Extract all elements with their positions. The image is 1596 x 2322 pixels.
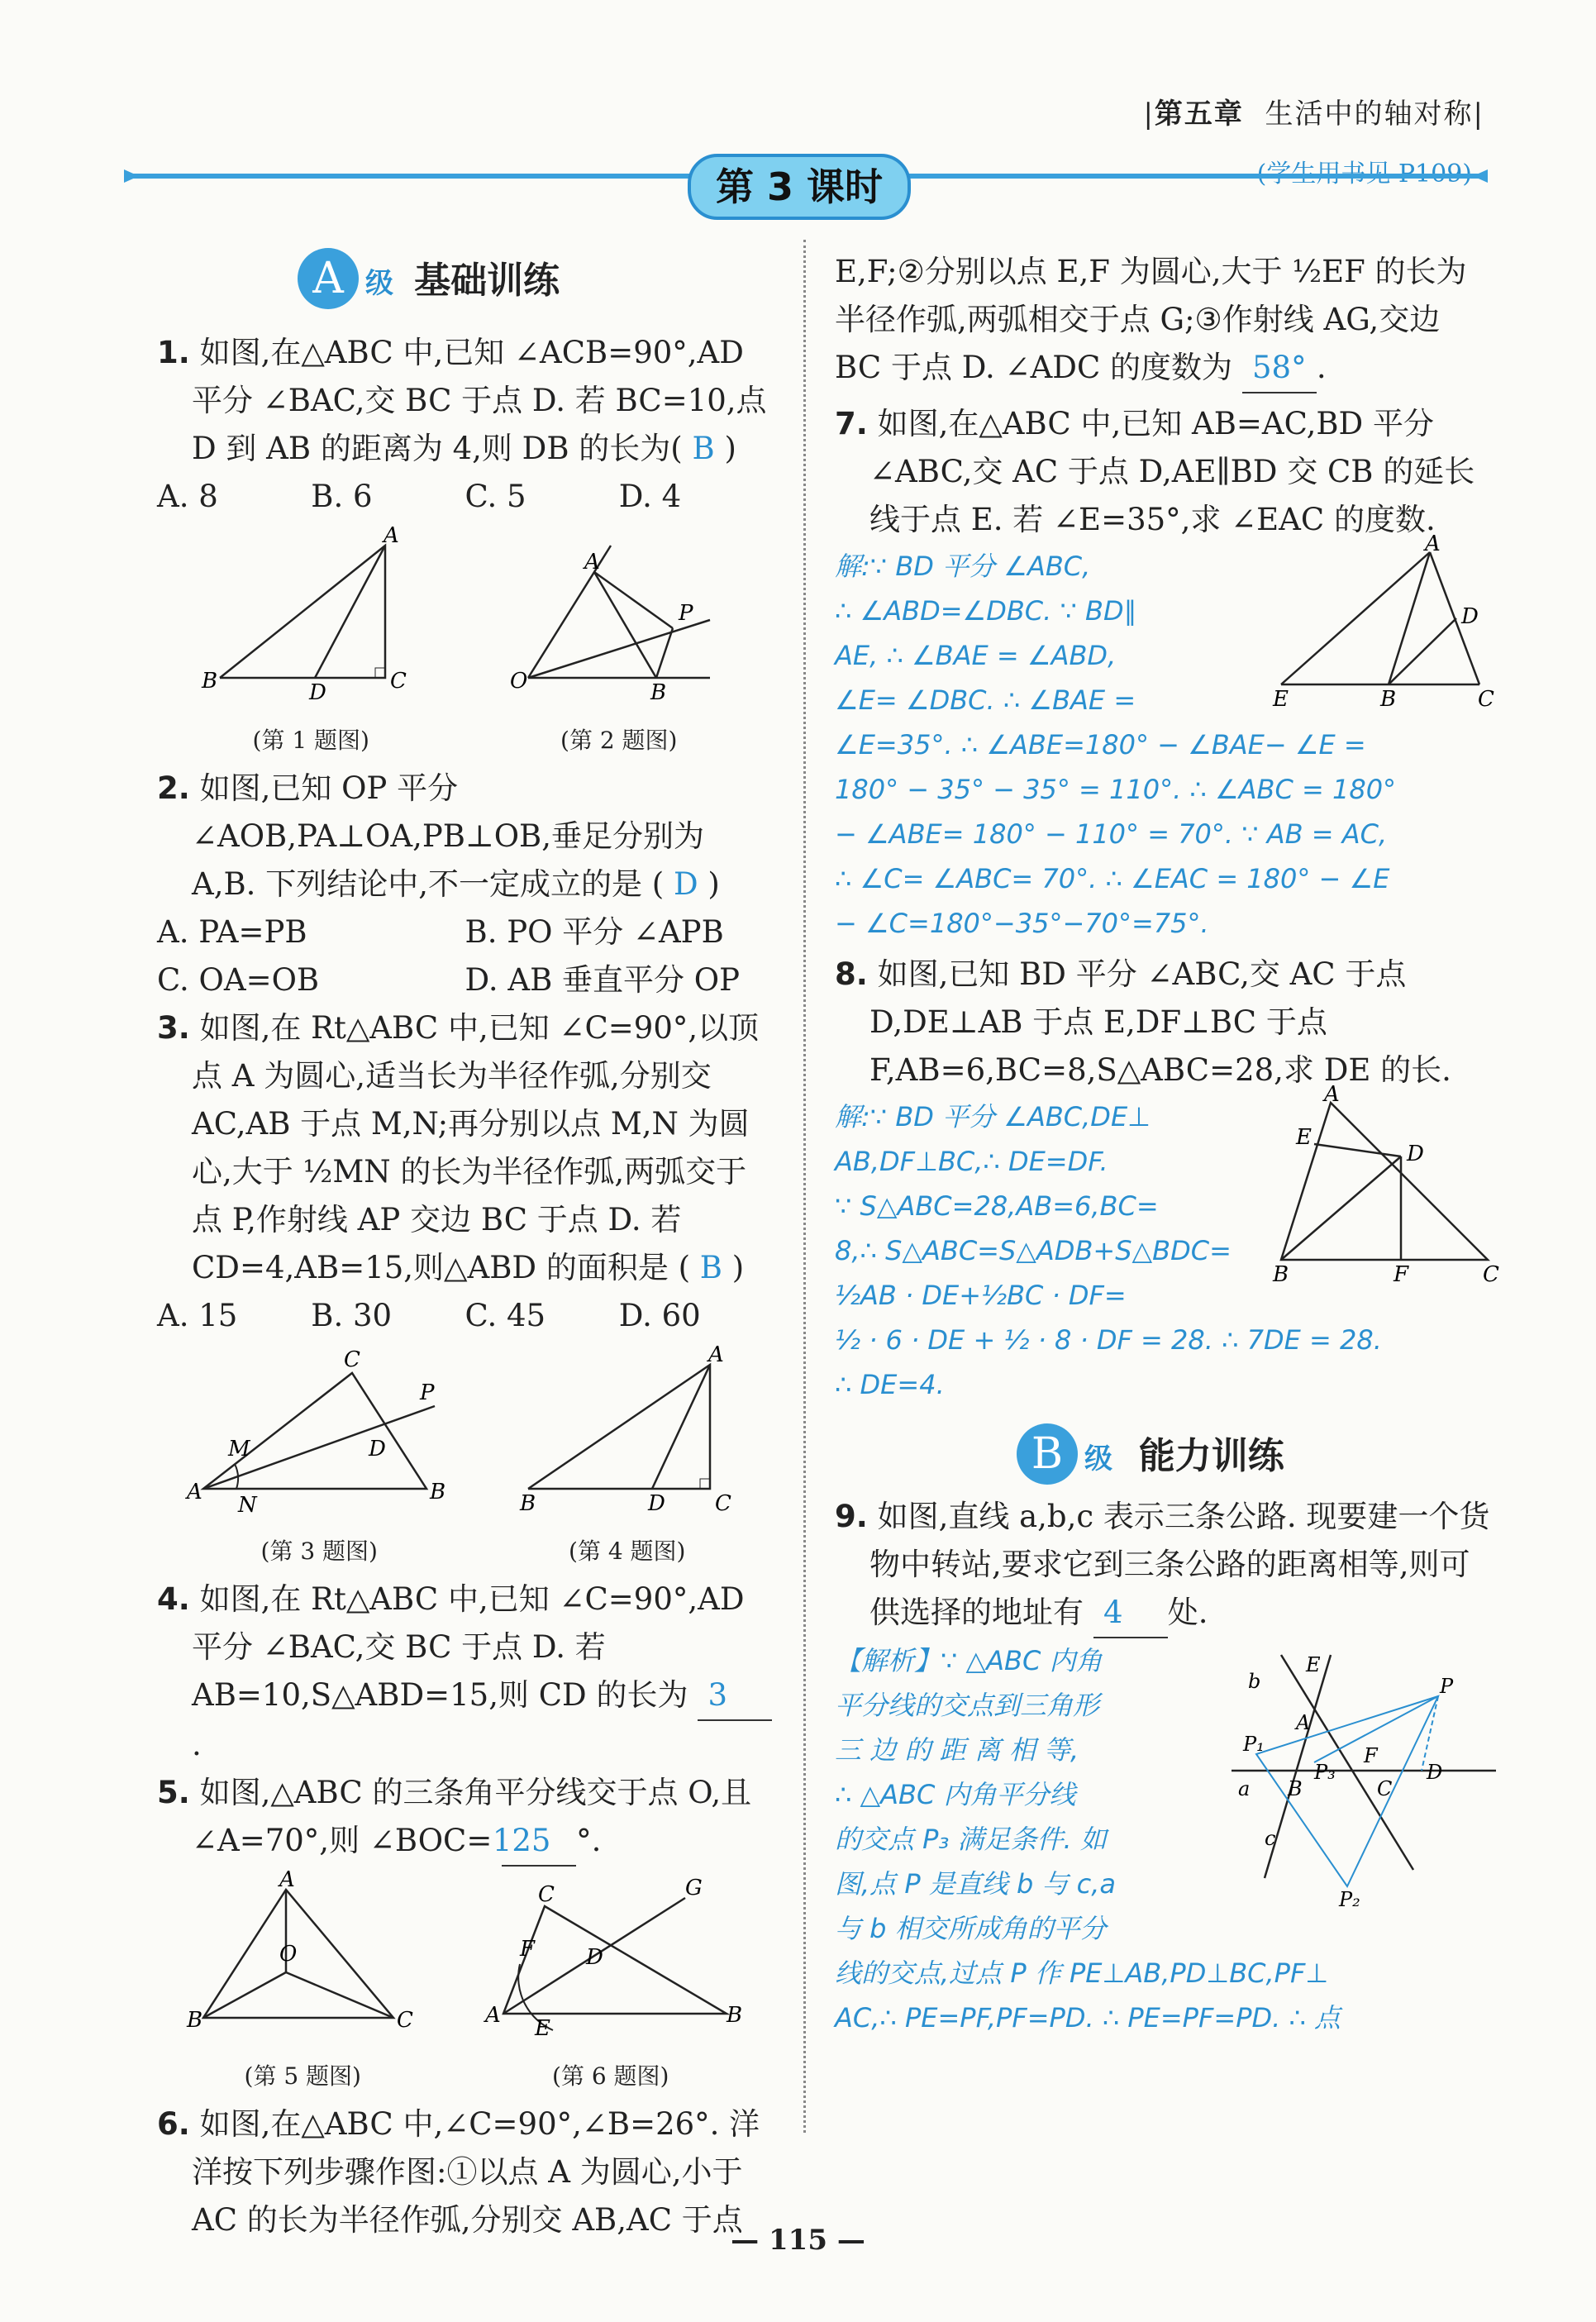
options-2b: C. OA=OB D. AB 垂直平分 OP xyxy=(157,962,741,998)
svg-text:C: C xyxy=(537,1882,555,1907)
section-a-letter: A xyxy=(298,248,359,309)
figure-8-svg xyxy=(1273,1082,1499,1287)
answer-4: 3 xyxy=(698,1671,772,1721)
answer-3: B xyxy=(699,1250,722,1285)
figure-6: C A B F E D G (第 6 题图) xyxy=(479,1873,743,2100)
figure-3: C A B M N D P (第 3 题图) xyxy=(187,1348,451,1576)
right-column xyxy=(835,248,1499,2040)
section-b-title: B 级 能力训练 xyxy=(1017,1423,1496,1485)
options-3: A. 15 B. 30 C. 45 D. 60 xyxy=(157,1298,701,1333)
options-2a: A. PA=PB B. PO 平分 ∠APB xyxy=(157,914,724,950)
svg-text:P: P xyxy=(1440,1675,1454,1698)
svg-text:B: B xyxy=(187,2008,203,2033)
svg-text:M: M xyxy=(228,1437,250,1461)
question-4: 4. 如图,在 Rt△ABC 中,已知 ∠C=90°,AD 平分 ∠BAC,交 BC 于点 D. 若 AB=10,S△ABD=15,则 CD 的长为 3. xyxy=(157,1576,773,1769)
answer-6: 58° xyxy=(1242,344,1317,393)
svg-text:B: B xyxy=(1273,1262,1289,1287)
figure-1: A B C D (第 1 题图) xyxy=(195,529,426,765)
svg-text:B: B xyxy=(1288,1777,1303,1800)
svg-text:B: B xyxy=(650,680,666,705)
section-b-letter: B xyxy=(1017,1423,1078,1485)
svg-text:C: C xyxy=(714,1491,731,1516)
question-2: 2. 如图,已知 OP 平分 ∠AOB,PA⊥OA,PB⊥OB,垂足分别为 A,B. 下列结论中,不一定成立的是 ( D ) xyxy=(157,770,720,902)
figure-3-svg xyxy=(187,1347,451,1518)
svg-text:b: b xyxy=(1248,1670,1261,1693)
svg-text:N: N xyxy=(238,1493,257,1518)
svg-text:P₃: P₃ xyxy=(1314,1761,1336,1784)
svg-text:A: A xyxy=(384,523,400,548)
figure-6-svg xyxy=(479,1873,743,2041)
svg-text:A: A xyxy=(1296,1711,1311,1734)
column-divider xyxy=(803,240,806,2133)
svg-text:A: A xyxy=(1324,1082,1340,1107)
figure-7-svg xyxy=(1273,532,1496,712)
figure-5-svg xyxy=(187,1867,418,2038)
question-6-cont: E,F;②分别以点 E,F 为圆心,大于 ½EF 的长为半径作弧,两弧相交于点 G;③作射线 AG,交边 BC 于点 D. ∠ADC 的度数为 58° . xyxy=(835,248,1496,393)
solution-7-block xyxy=(835,532,1496,946)
svg-text:D: D xyxy=(309,680,327,705)
section-a-heading: 基础训练 xyxy=(414,260,560,302)
svg-text:O: O xyxy=(509,669,528,694)
figure-4: A B C D (第 4 题图) xyxy=(512,1348,743,1576)
svg-text:P: P xyxy=(678,601,693,626)
solution-9-block xyxy=(835,1638,1496,2040)
question-7: 7. 如图,在△ABC 中,已知 AB=AC,BD 平分 ∠ABC,交 AC 于点 D,AE∥BD 交 CB 的延长线于点 E. 若 ∠E=35°,求 ∠EAC 的度数. xyxy=(835,406,1475,537)
solution-8-block xyxy=(835,1082,1499,1407)
figures-3-4 xyxy=(157,1342,773,1576)
svg-text:C: C xyxy=(397,2008,414,2033)
figure-5: A B C O (第 5 题图) xyxy=(187,1873,418,2100)
figure-4-svg xyxy=(512,1342,743,1516)
svg-text:D: D xyxy=(1407,1142,1424,1166)
svg-text:C: C xyxy=(1377,1777,1393,1800)
svg-text:B: B xyxy=(1380,687,1397,712)
svg-text:E: E xyxy=(1306,1653,1321,1676)
svg-text:a: a xyxy=(1238,1777,1251,1800)
svg-text:D: D xyxy=(585,1945,603,1970)
student-ref xyxy=(1257,153,1472,189)
answer-5: 125 xyxy=(502,1817,576,1867)
bar-arrow-right-icon xyxy=(1473,169,1488,183)
answer-9: 4 xyxy=(1093,1589,1168,1638)
question-6: 6. 如图,在△ABC 中,∠C=90°,∠B=26°. 洋洋按下列步骤作图:①以点 A 为圆心,小于 AC 的长为半径作弧,分别交 AB,AC 于点 xyxy=(157,2106,760,2238)
svg-text:A: A xyxy=(707,1342,724,1367)
solution-8: 解:∵ BD 平分 ∠ABC,DE⊥ AB,DF⊥BC,∴ DE=DF. ∵ S△ABC=28,AB=6,BC= 8,∴ S△ABC=S△ADB+S△BDC= ½AB · DE+½BC · DF= ½ · 6 · DE + ½ · 8 · DF = 28. ∴ 7DE = 28. ∴ DE=4. xyxy=(835,1101,1382,1400)
figures-5-6 xyxy=(157,1867,773,2100)
svg-text:G: G xyxy=(684,1876,703,1900)
svg-text:C: C xyxy=(1478,687,1494,712)
svg-text:B: B xyxy=(726,2003,742,2028)
solution-9: 【解析】∵ △ABC 内角 平分线的交点到三角形 三 边 的 距 离 相 等, ∴ △ABC 内角平分线 的交点 P₃ 满足条件. 如 图,点 P 是直线 b 与 c,a 与 b 相交所成角的平分 线的交点,过点 P 作 PE⊥AB,PD⊥BC,PF⊥ AC,∴ PE=PF,PF=PD. ∴ PE=PF=PD. ∴ 点 xyxy=(835,1645,1341,2034)
svg-text:E: E xyxy=(534,2016,550,2041)
question-9: 9. 如图,直线 a,b,c 表示三条公路. 现要建一个货物中转站,要求它到三条公路的距离相等,则可供选择的地址有 4 处. xyxy=(835,1493,1496,1638)
svg-text:F: F xyxy=(1394,1262,1409,1287)
svg-text:A: A xyxy=(484,2003,501,2028)
svg-text:O: O xyxy=(279,1942,298,1967)
figure-2-svg xyxy=(503,529,735,703)
svg-text:D: D xyxy=(369,1437,387,1461)
svg-text:C: C xyxy=(344,1347,361,1372)
bar-arrow-left-icon xyxy=(124,169,139,183)
lesson-title: 第 3 课时 xyxy=(688,154,911,220)
svg-text:F: F xyxy=(1364,1744,1378,1767)
question-1: 1. 如图,在△ABC 中,已知 ∠ACB=90°,AD 平分 ∠BAC,交 BC 于点 D. 若 BC=10,点 D 到 AB 的距离为 4,则 DB 的长为( B ) xyxy=(157,335,767,466)
svg-text:E: E xyxy=(1273,687,1289,712)
svg-text:B: B xyxy=(519,1491,536,1516)
svg-text:E: E xyxy=(1296,1125,1312,1150)
svg-text:A: A xyxy=(1425,532,1441,556)
solution-7: 解:∵ BD 平分 ∠ABC, ∴ ∠ABD=∠DBC. ∵ BD∥ AE, ∴ ∠BAE = ∠ABD, ∠E= ∠DBC. ∴ ∠BAE = ∠E=35°. ∴ ∠ABE=180° − ∠BAE− ∠E = 180° − 35° − 35° = 110°. ∴ ∠ABC = 180° − ∠ABE= 180° − 110° = 70°. ∵ AB = AC, ∴ ∠C= ∠ABC= 70°. ∴ ∠EAC = 180° − ∠E − ∠C=180°−35°−70°=75°. xyxy=(835,551,1397,939)
svg-text:P: P xyxy=(420,1380,435,1405)
svg-text:B: B xyxy=(430,1480,446,1504)
section-a-title: A 级 基础训练 xyxy=(298,248,560,309)
answer-2: D xyxy=(673,866,698,902)
figure-1-svg xyxy=(195,523,426,705)
figures-1-2 xyxy=(157,523,773,765)
figure-2: A O P B (第 2 题图) xyxy=(503,529,735,765)
svg-text:P₁: P₁ xyxy=(1243,1733,1265,1756)
svg-text:B: B xyxy=(202,669,218,694)
figure-9-svg xyxy=(1232,1638,1496,1911)
svg-text:A: A xyxy=(584,550,600,575)
svg-text:D: D xyxy=(1461,604,1479,629)
svg-text:P₂: P₂ xyxy=(1339,1888,1360,1911)
answer-1: B xyxy=(692,431,715,466)
svg-text:A: A xyxy=(187,1480,203,1504)
options-1: A. 8 B. 6 C. 5 D. 4 xyxy=(157,479,682,514)
svg-text:c: c xyxy=(1265,1827,1276,1850)
chapter-title: 生活中的轴对称 xyxy=(1265,98,1474,131)
question-5: 5. 如图,△ABC 的三条角平分线交于点 O,且 ∠A=70°,则 ∠BOC= 125 °. xyxy=(157,1769,773,1867)
left-column xyxy=(157,329,773,2244)
section-b-heading: 能力训练 xyxy=(1138,1435,1284,1477)
question-8: 8. 如图,已知 BD 平分 ∠ABC,交 AC 于点 D,DE⊥AB 于点 E,DF⊥BC 于点 F,AB=6,BC=8,S△ABC=28,求 DE 的长. xyxy=(835,956,1451,1088)
svg-text:F: F xyxy=(519,1937,535,1962)
svg-text:C: C xyxy=(390,669,407,694)
svg-text:A: A xyxy=(279,1867,296,1892)
question-3: 3. 如图,在 Rt△ABC 中,已知 ∠C=90°,以顶点 A 为圆心,适当长为半径作弧,分别交 AC,AB 于点 M,N;再分别以点 M,N 为圆心,大于 ½MN 的长为半径作弧,两弧交于点 P,作射线 AP 交边 BC 于点 D. 若 CD=4,AB=15,则△ABD 的面积是 ( B ) xyxy=(157,1010,760,1285)
chapter-label: 第五章 xyxy=(1154,98,1244,131)
svg-text:D: D xyxy=(647,1491,665,1516)
svg-text:C: C xyxy=(1483,1262,1499,1287)
chapter-header: |第五章 生活中的轴对称| xyxy=(1143,98,1484,131)
svg-text:D: D xyxy=(1427,1761,1443,1784)
page-number: — 115 — xyxy=(731,2224,865,2257)
